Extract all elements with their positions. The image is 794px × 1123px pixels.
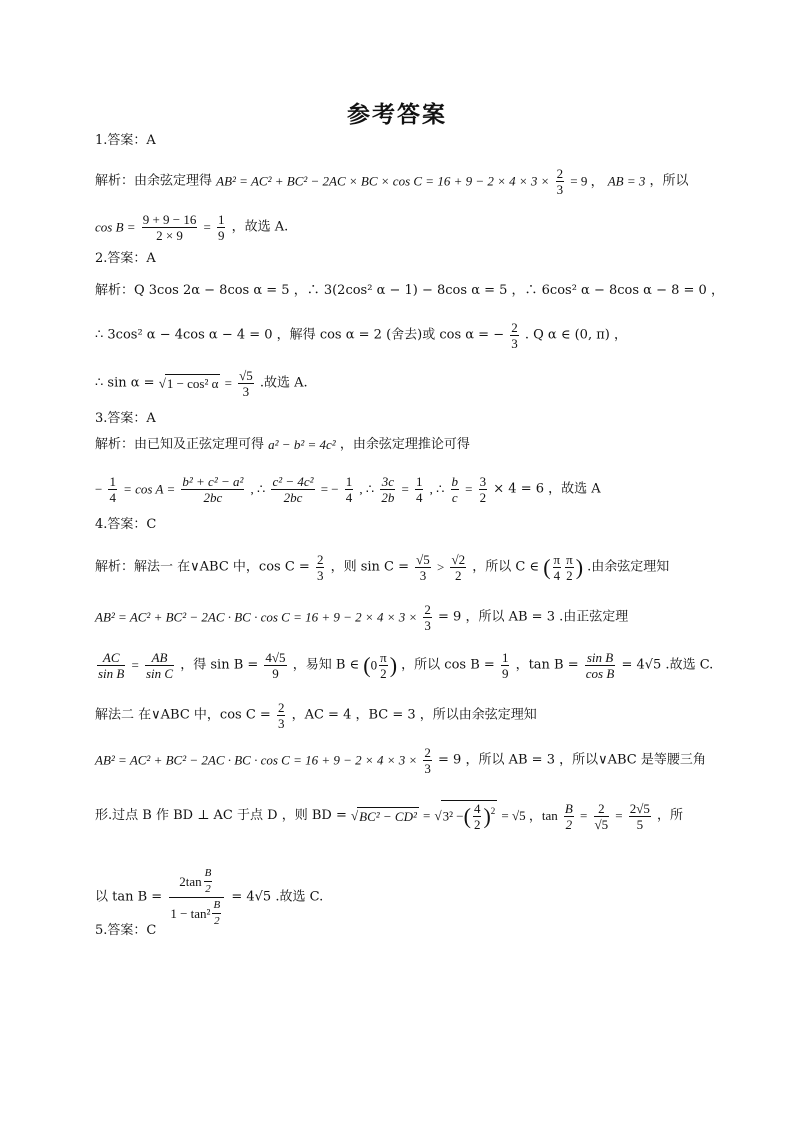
fraction: $\frac{1}{9}$ — [217, 212, 225, 243]
q1-analysis-line2: cos B = $\frac{9 + 9 - 16}{2 \times 9}$ = $\frac{1}{9}$ ，故选 A. — [95, 212, 289, 243]
fraction: $\frac{2}{3}$ — [556, 166, 564, 197]
q2-analysis-line1: 解析：Q 3cos 2α − 8cos α = 5 ，∴ 3(2cos² α − 1) − 8cos α = 5 ，∴ 6cos² α − 8cos α − 8 = 0 ， — [95, 283, 724, 298]
fraction: $\frac{9 + 9 - 16}{2 \times 9}$ — [142, 212, 197, 243]
q1-answer: 1.答案：A — [95, 133, 156, 148]
q4-answer: 4.答案：C — [95, 517, 157, 532]
page-title: 参考答案 — [347, 101, 447, 128]
q4-analysis-line1: 解析：解法一 在∨ABC 中，cos C = $\frac{2}{3}$ ，则 sin C = $\frac{√5}{3}$ > $\frac{√2}{2}$ ，所以 C ∈ ( $\frac{\pi}{4}$ $\frac{\pi}{2}$ ) .由余弦定理知 — [95, 552, 670, 583]
q3-analysis-line2: − $\frac{1}{4}$ = cos A = $\frac{\text{b² + c² − a²}}{2bc}$ , ∴ $\frac{\text{c² − 4c²}}{2bc}$ = − $\frac{1}{4}$ , ∴ $\frac{3c}{2b}$ = $\frac{1}{4}$ , ∴ $\frac{b}{c}$ = $\frac{3}{2}$ × 4 = 6 ，故选 A — [95, 474, 601, 505]
q4-analysis-line7: 以 tan B = 2tan $\frac{B}{2}$ 1 − tan² $\frac{B}{2}$ = 4√5 .故选 C. — [95, 867, 324, 927]
q2-answer: 2.答案：A — [95, 251, 156, 266]
q3-analysis-line1: 解析：由已知及正弦定理可得 a² − b² = 4c² ，由余弦定理推论可得 — [95, 437, 470, 452]
q4-analysis-line5: AB² = AC² + BC² − 2AC · BC · cos C = 16 + 9 − 2 × 4 × 3 × $\frac{2}{3}$ = 9 ，所以 AB = 3 ，所以∨ABC 是等腰三角 — [95, 745, 706, 776]
q4-analysis-line3: $\frac{AC}{\text{sin B}}$ = $\frac{AB}{\text{sin C}}$ ，得 sin B = $\frac{4√5}{9}$ ，易知 B ∈ (0 $\frac{\pi}{2}$ ) ，所以 cos B = $\frac{1}{9}$ ，tan B = $\frac{\text{sin B}}{\text{cos B}}$ = 4√5 .故选 C. — [98, 650, 714, 681]
fraction: $\frac{2}{3}$ — [511, 320, 518, 351]
q4-analysis-line6: 形.过点 B 作 BD ⊥ AC 于点 D ，则 BD = √BC² − CD² = √3² −( $\frac{4}{2}$ )$^2$ = √5 ，tan $\frac{B}{2}$ = $\frac{2}{√5}$ = $\frac{2√5}{5}$ ，所 — [95, 800, 684, 832]
q3-answer: 3.答案：A — [95, 411, 156, 426]
q2-analysis-line3: ∴ sin α = √1 − cos² α = $\frac{√5}{3}$ .故选 A. — [95, 368, 308, 399]
fraction: $\frac{√5}{3}$ — [239, 368, 253, 399]
q4-analysis-line2: AB² = AC² + BC² − 2AC · BC · cos C = 16 + 9 − 2 × 4 × 3 × $\frac{2}{3}$ = 9 ，所以 AB = 3 .由正弦定理 — [95, 602, 629, 633]
q1-analysis-line1: 解析：由余弦定理得 AB² = AC² + BC² − 2AC × BC × cos C = 16 + 9 − 2 × 4 × 3 × $\frac{2}{3}$ = 9 ， AB = 3 ，所以 — [95, 166, 689, 197]
q4-analysis-line4: 解法二 在∨ABC 中，cos C = $\frac{2}{3}$ ，AC = 4 ，BC = 3 ，所以由余弦定理知 — [95, 700, 537, 731]
q2-analysis-line2: ∴ 3cos² α − 4cos α − 4 = 0 ，解得 cos α = 2 (舍去)或 cos α = − $\frac{2}{3}$ . Q α ∈ (0, π) ， — [95, 320, 627, 351]
q5-answer: 5.答案：C — [95, 923, 157, 938]
